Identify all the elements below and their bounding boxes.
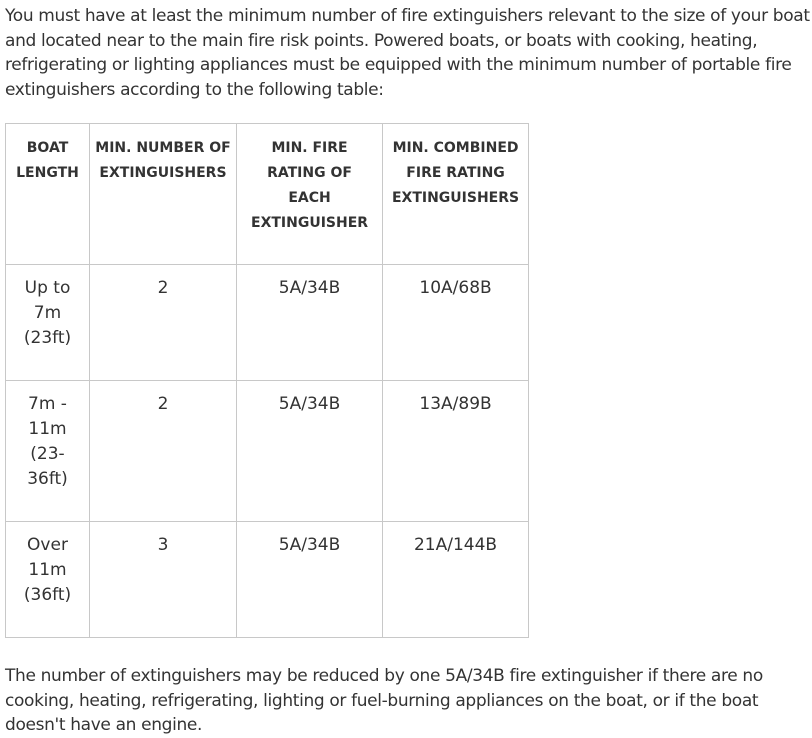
cell-boat-length: 7m - 11m (23-36ft) (6, 381, 90, 522)
cell-min-rating-each: 5A/34B (237, 381, 383, 522)
cell-min-rating-each: 5A/34B (237, 522, 383, 638)
cell-min-number: 3 (90, 522, 237, 638)
cell-min-combined: 10A/68B (383, 265, 529, 381)
table-row (6, 265, 529, 381)
cell-min-number: 2 (90, 381, 237, 522)
cell-boat-length: Up to 7m (23ft) (6, 265, 90, 381)
table-row (6, 381, 529, 522)
cell-min-combined: 21A/144B (383, 522, 529, 638)
cell-boat-length: Over 11m (36ft) (6, 522, 90, 638)
extinguisher-requirements-table (5, 123, 529, 638)
cell-min-combined: 13A/89B (383, 381, 529, 522)
header-boat-length: BOAT LENGTH (6, 124, 90, 265)
cell-min-number: 2 (90, 265, 237, 381)
table-row (6, 522, 529, 638)
note-paragraph: The number of extinguishers may be reduced by one 5A/34B fire extinguisher if there are no cooking, heating, refrigerating, lighting or fuel-burning appliances on the boat, or if the boat doesn't have an engine. (5, 666, 763, 735)
header-min-number: MIN. NUMBER OF EXTINGUISHERS (90, 124, 237, 265)
header-min-fire-rating-each: MIN. FIRE RATING OF EACH EXTINGUISHER (237, 124, 383, 265)
header-min-combined-rating: MIN. COMBINED FIRE RATING EXTINGUISHERS (383, 124, 529, 265)
cell-min-rating-each: 5A/34B (237, 265, 383, 381)
intro-paragraph: You must have at least the minimum number of fire extinguishers relevant to the size of your boat and located near to the main fire risk points. Powered boats, or boats with cooking, heating, refrigerating or lighting appliances must be equipped with the minimum number of portable fire extinguishers according to the following table: (5, 6, 810, 100)
table-header-row (6, 124, 529, 265)
